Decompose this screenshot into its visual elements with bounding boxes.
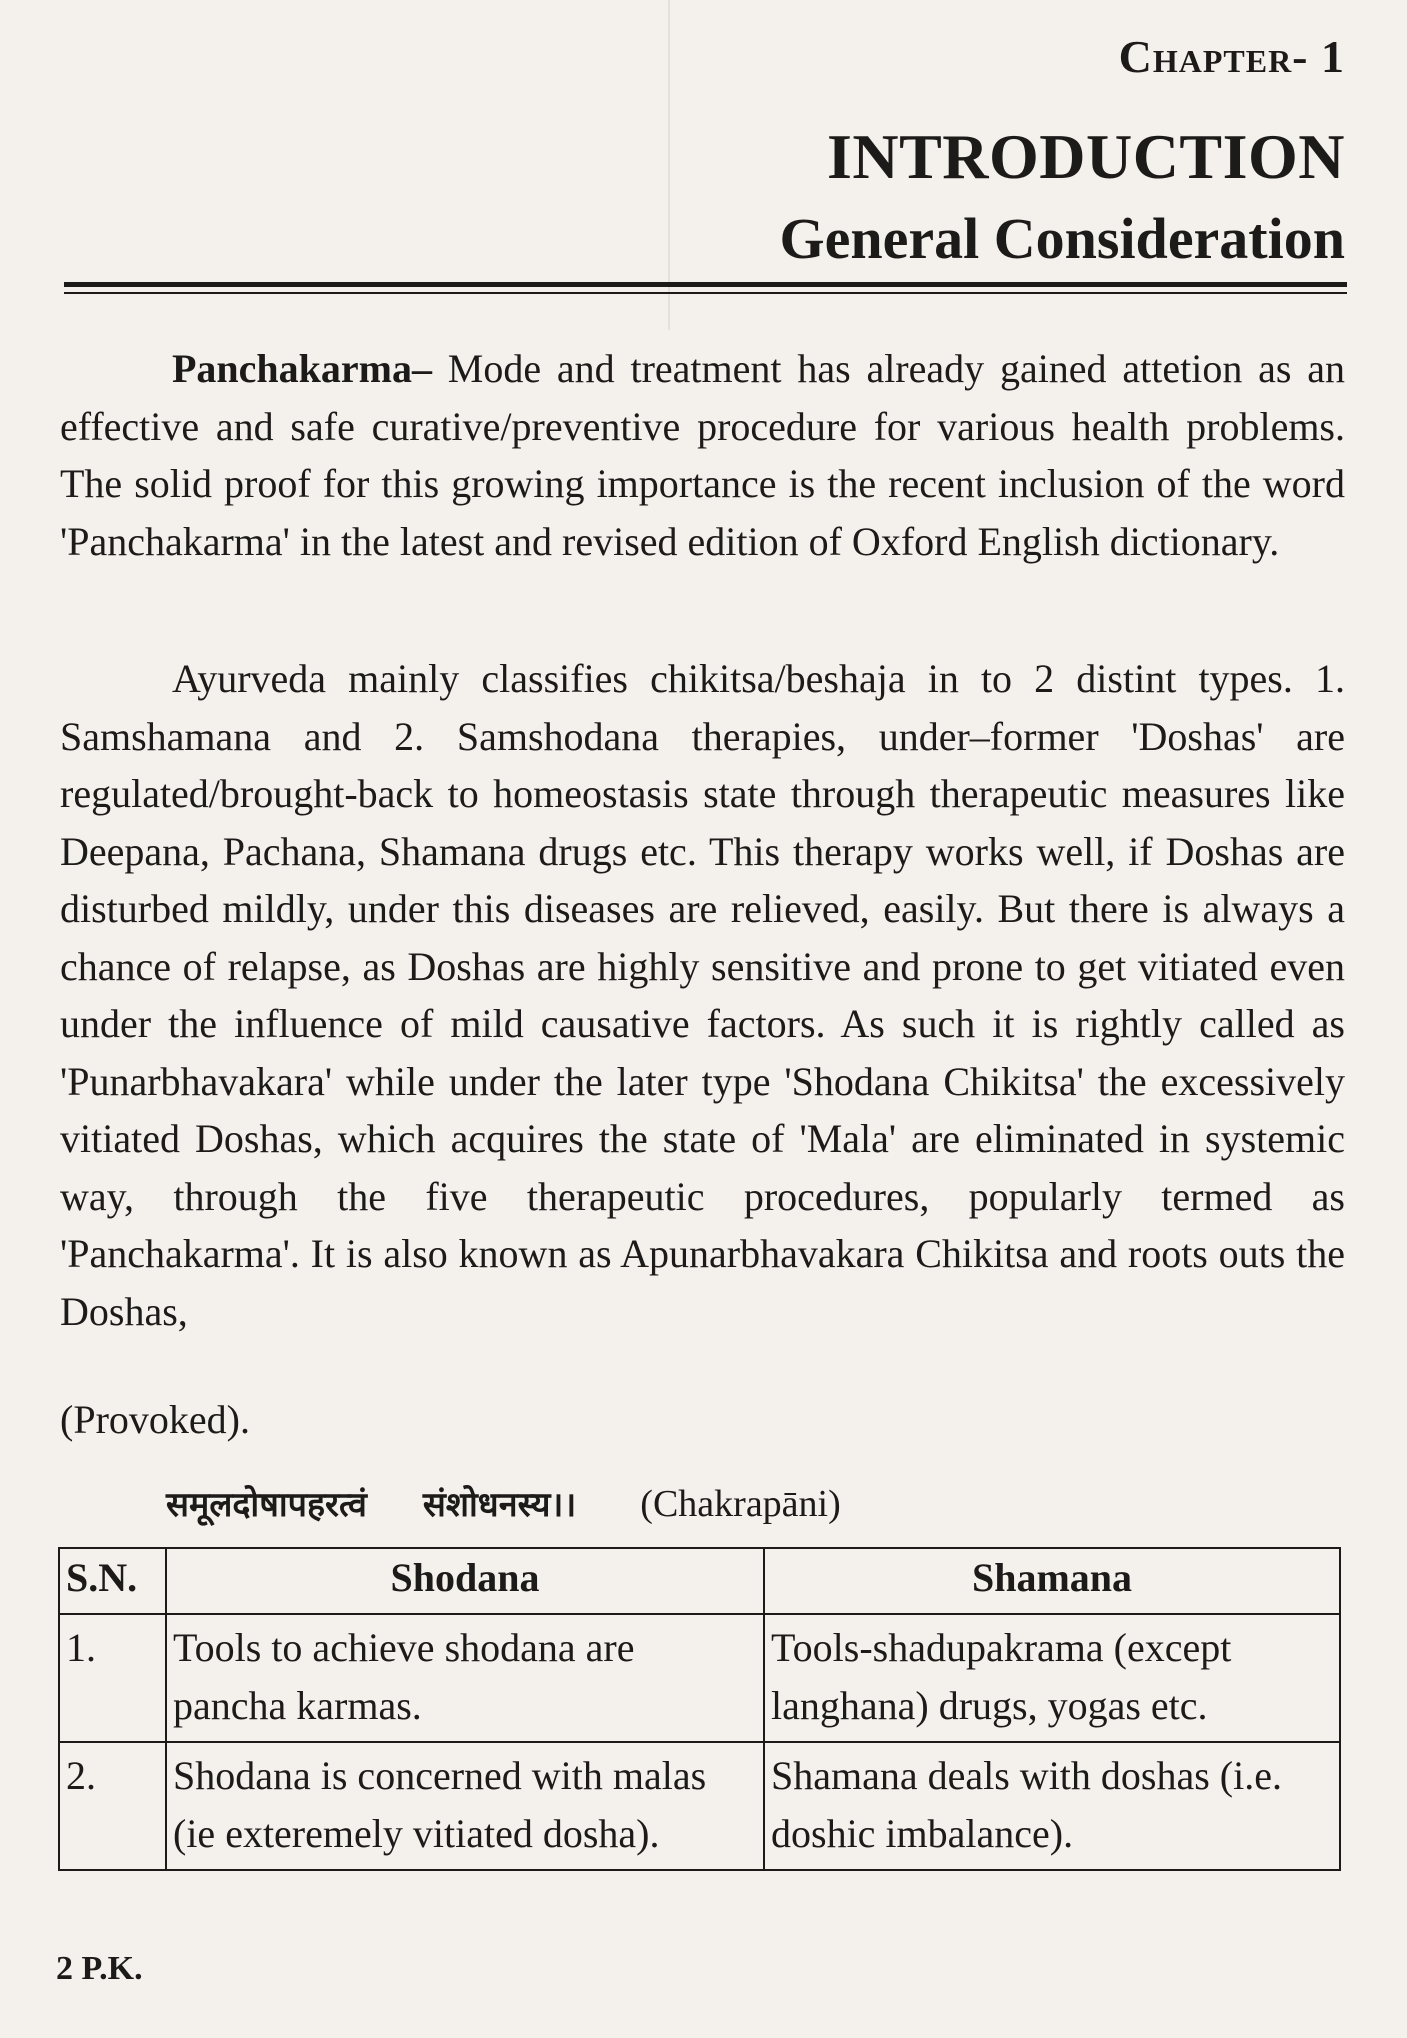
cell-sn: 2. — [59, 1742, 166, 1870]
heading-rule-thin — [64, 292, 1347, 294]
bleed-through-line — [668, 0, 670, 330]
cell-shamana: Tools-shadupakrama (except langhana) drugs, yogas etc. — [764, 1614, 1340, 1742]
heading-rule-thick — [64, 282, 1347, 287]
chapter-label: Chapter- 1 — [1118, 31, 1345, 82]
column-header-shamana: Shamana — [764, 1548, 1340, 1614]
table-row — [59, 1614, 1340, 1742]
chapter-subtitle: General Consideration — [779, 206, 1345, 271]
column-header-shodana: Shodana — [166, 1548, 764, 1614]
paragraph-lead-term: Panchakarma– — [172, 346, 432, 391]
table-row — [59, 1742, 1340, 1870]
sanskrit-verse-part-1: समूलदोषापहरत्वं — [166, 1485, 367, 1525]
cell-shodana: Tools to achieve shodana are pancha karmas. — [166, 1614, 764, 1742]
page-footer-mark: 2 P.K. — [56, 1950, 143, 1987]
paragraph-body: Mode and treatment has already gained attetion as an effective and safe curative/preventive procedure for various health problems. The solid proof for this growing importance is the recent inclusion of the word 'Panchakarma' in the latest and revised edition of Oxford English dictionary. — [60, 346, 1345, 564]
paragraph-ayurveda: Ayurveda mainly classifies chikitsa/beshaja in to 2 distint types. 1. Samshamana and 2. Samshodana therapies, under–former 'Doshas' are regulated/brought-back to homeostasis state through therapeutic measures like Deepana, Pachana, Shamana drugs etc. This therapy works well, if Doshas are disturbed mildly, under this diseases are relieved, easily. But there is always a chance of relapse, as Doshas are highly sensitive and prone to get vitiated even under the influence of mild causative factors. As such it is rightly called as 'Punarbhavakara' while under the later type 'Shodana Chikitsa' the excessively vitiated Doshas, which acquires the state of 'Mala' are eliminated in systemic way, through the five therapeutic procedures, popularly termed as 'Panchakarma'. It is also known as Apunarbhavakara Chikitsa and roots outs the Doshas, — [60, 656, 1345, 1334]
comparison-table — [58, 1547, 1341, 1871]
quote-source: (Chakrapāni) — [640, 1483, 841, 1525]
paragraph-panchakarma — [60, 340, 1345, 570]
table-header-row — [59, 1548, 1340, 1614]
paragraph-ayurveda-end: (Provoked). — [60, 1397, 250, 1442]
cell-shamana: Shamana deals with doshas (i.e. doshic imbalance). — [764, 1742, 1340, 1870]
column-header-sn: S.N. — [59, 1548, 166, 1614]
sanskrit-quote — [166, 1480, 841, 1526]
chapter-title: INTRODUCTION — [826, 121, 1345, 192]
cell-sn: 1. — [59, 1614, 166, 1742]
cell-shodana: Shodana is concerned with malas (ie exteremely vitiated dosha). — [166, 1742, 764, 1870]
sanskrit-verse-part-2: संशोधनस्य।। — [422, 1485, 577, 1525]
